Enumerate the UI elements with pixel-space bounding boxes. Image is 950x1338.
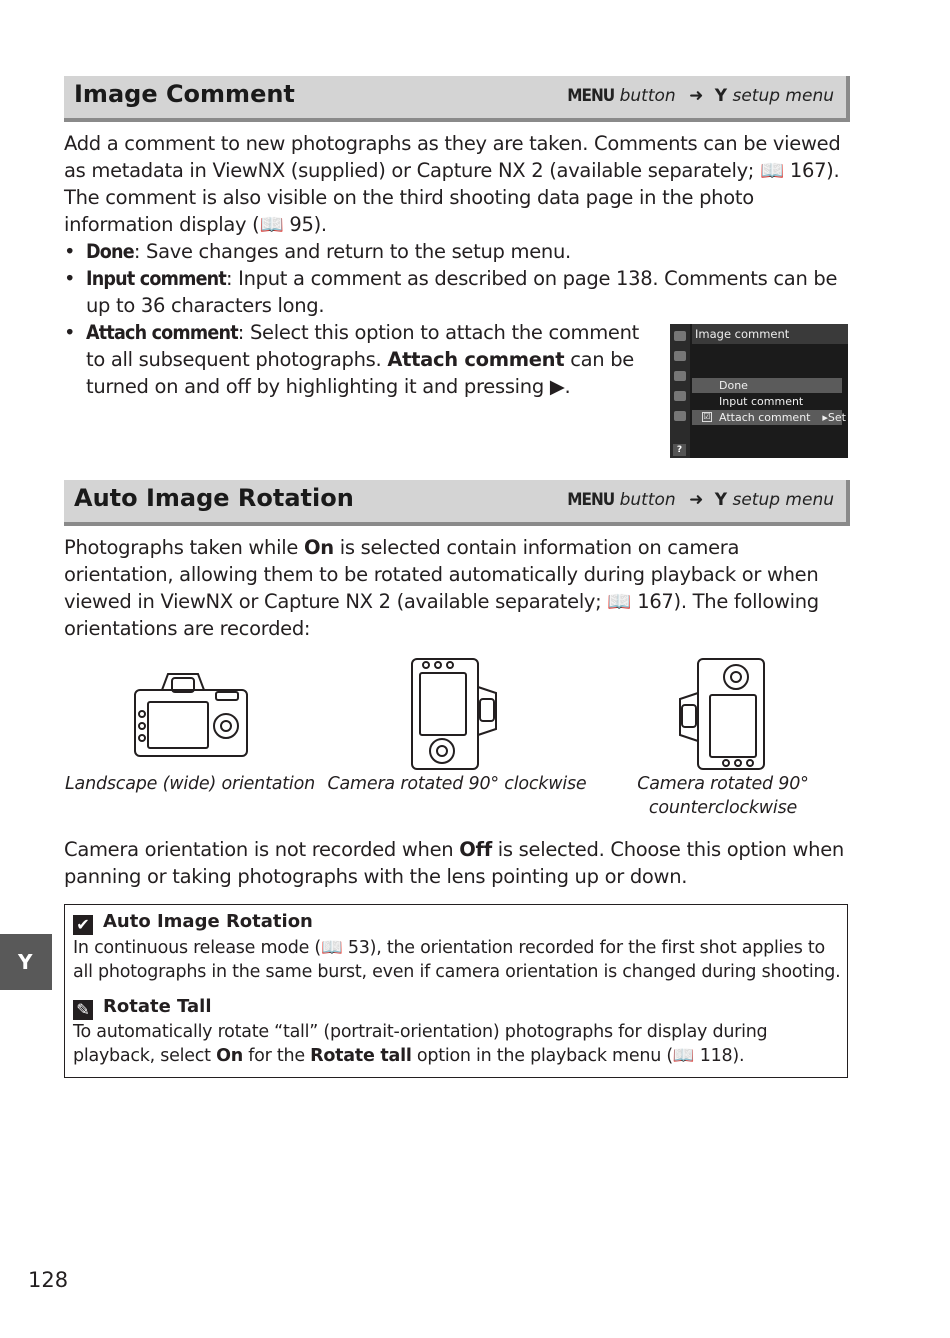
caption-counterclockwise-line1: Camera rotated 90° <box>637 774 809 794</box>
button-word: button <box>619 490 676 510</box>
option-text: : Save changes and return to the setup menu. <box>133 240 571 263</box>
option-term: Attach comment <box>86 321 238 344</box>
option-text: : Select this option to attach the comment to all subsequent photographs. <box>86 321 640 371</box>
section-title: Image Comment <box>74 80 295 108</box>
screen-item-attach-comment: ☑ Attach comment ▸Set <box>692 410 842 425</box>
section-title: Auto Image Rotation <box>74 484 354 512</box>
screen-item-done: Done <box>692 378 842 393</box>
arrow-right-icon: ➜ <box>689 86 704 106</box>
list-item: • Input comment: Input a comment as described on page 138. Comments can be up to 36 characters long. <box>64 267 838 317</box>
menu-button-label: MENU <box>567 490 615 510</box>
section-header-image-comment <box>64 76 850 122</box>
note-body: In continuous release mode (📖 53), the orientation recorded for the first shot applies to all photographs in the same burst, even if camera orientation is changed during shooting. <box>73 938 841 982</box>
camera-clockwise-illustration <box>408 657 500 771</box>
caption-landscape: Landscape (wide) orientation <box>65 774 315 794</box>
section-header-auto-image-rotation <box>64 480 850 526</box>
button-word: button <box>619 86 676 106</box>
intro-paragraph: Add a comment to new photographs as they are taken. Comments can be viewed as metadata in ViewNX (supplied) or Capture NX 2 (available separately; 📖 167). The comment is also visible on the third shooting data page in the photo information display (📖 95). <box>64 132 841 236</box>
screen-title: Image comment <box>692 324 848 344</box>
wrench-icon: Y <box>18 950 33 974</box>
note-title: ✔ Auto Image Rotation <box>73 911 313 935</box>
list-item: • Attach comment: Select this option to attach the comment to all subsequent photographs. Attach comment can be turned on and off by highlighting it and pressing ▶. <box>64 321 640 398</box>
camera-landscape-illustration <box>132 668 250 760</box>
note-body: To automatically rotate “tall” (portrait-orientation) photographs for display during playback, select On for the Rotate tall option in the playback menu (📖 118). <box>73 1022 768 1066</box>
option-term: Input comment <box>86 267 226 290</box>
caption-clockwise: Camera rotated 90° clockwise <box>327 774 587 794</box>
rotation-paragraph: Photographs taken while On is selected contain information on camera orientation, allowing them to be rotated automatically during playback or when viewed in ViewNX or Capture NX 2 (available separately; 📖 167). The following orientations are recorded: <box>64 536 819 640</box>
off-paragraph: Camera orientation is not recorded when Off is selected. Choose this option when panning or taking photographs with the lens pointing up or down. <box>64 838 844 888</box>
help-icon: ? <box>673 444 686 456</box>
option-term: Done <box>86 240 134 263</box>
setup-menu-label: setup menu <box>732 86 834 106</box>
checkbox-icon: ☑ <box>703 412 711 421</box>
menu-sidebar <box>670 324 690 458</box>
option-text: can be turned on and off by highlighting it and pressing ▶. <box>86 348 634 398</box>
checkmark-icon: ✔ <box>73 915 93 935</box>
option-bold: Attach comment <box>387 348 565 371</box>
screen-item-input-comment: Input comment <box>719 395 804 408</box>
setup-menu-label: setup menu <box>732 490 834 510</box>
arrow-right-icon: ➜ <box>689 490 704 510</box>
wrench-icon: Y <box>714 86 728 106</box>
menu-path <box>567 490 834 510</box>
camera-counterclockwise-illustration <box>676 657 768 771</box>
menu-button-label: MENU <box>567 86 615 106</box>
camera-menu-screen <box>670 324 848 458</box>
setup-section-tab <box>0 934 52 990</box>
page-number: 128 <box>28 1268 69 1292</box>
wrench-icon: Y <box>714 490 728 510</box>
menu-path <box>567 86 834 106</box>
notes-box <box>64 904 848 1078</box>
option-text: : Input a comment as described on page 138. Comments can be up to 36 characters long. <box>86 267 838 317</box>
list-item: • Done: Save changes and return to the setup menu. <box>64 240 571 263</box>
caption-counterclockwise-line2: counterclockwise <box>648 798 798 818</box>
set-label: ▸Set <box>822 411 846 424</box>
pencil-icon: ✎ <box>73 1000 93 1020</box>
note-title: ✎ Rotate Tall <box>73 996 212 1020</box>
